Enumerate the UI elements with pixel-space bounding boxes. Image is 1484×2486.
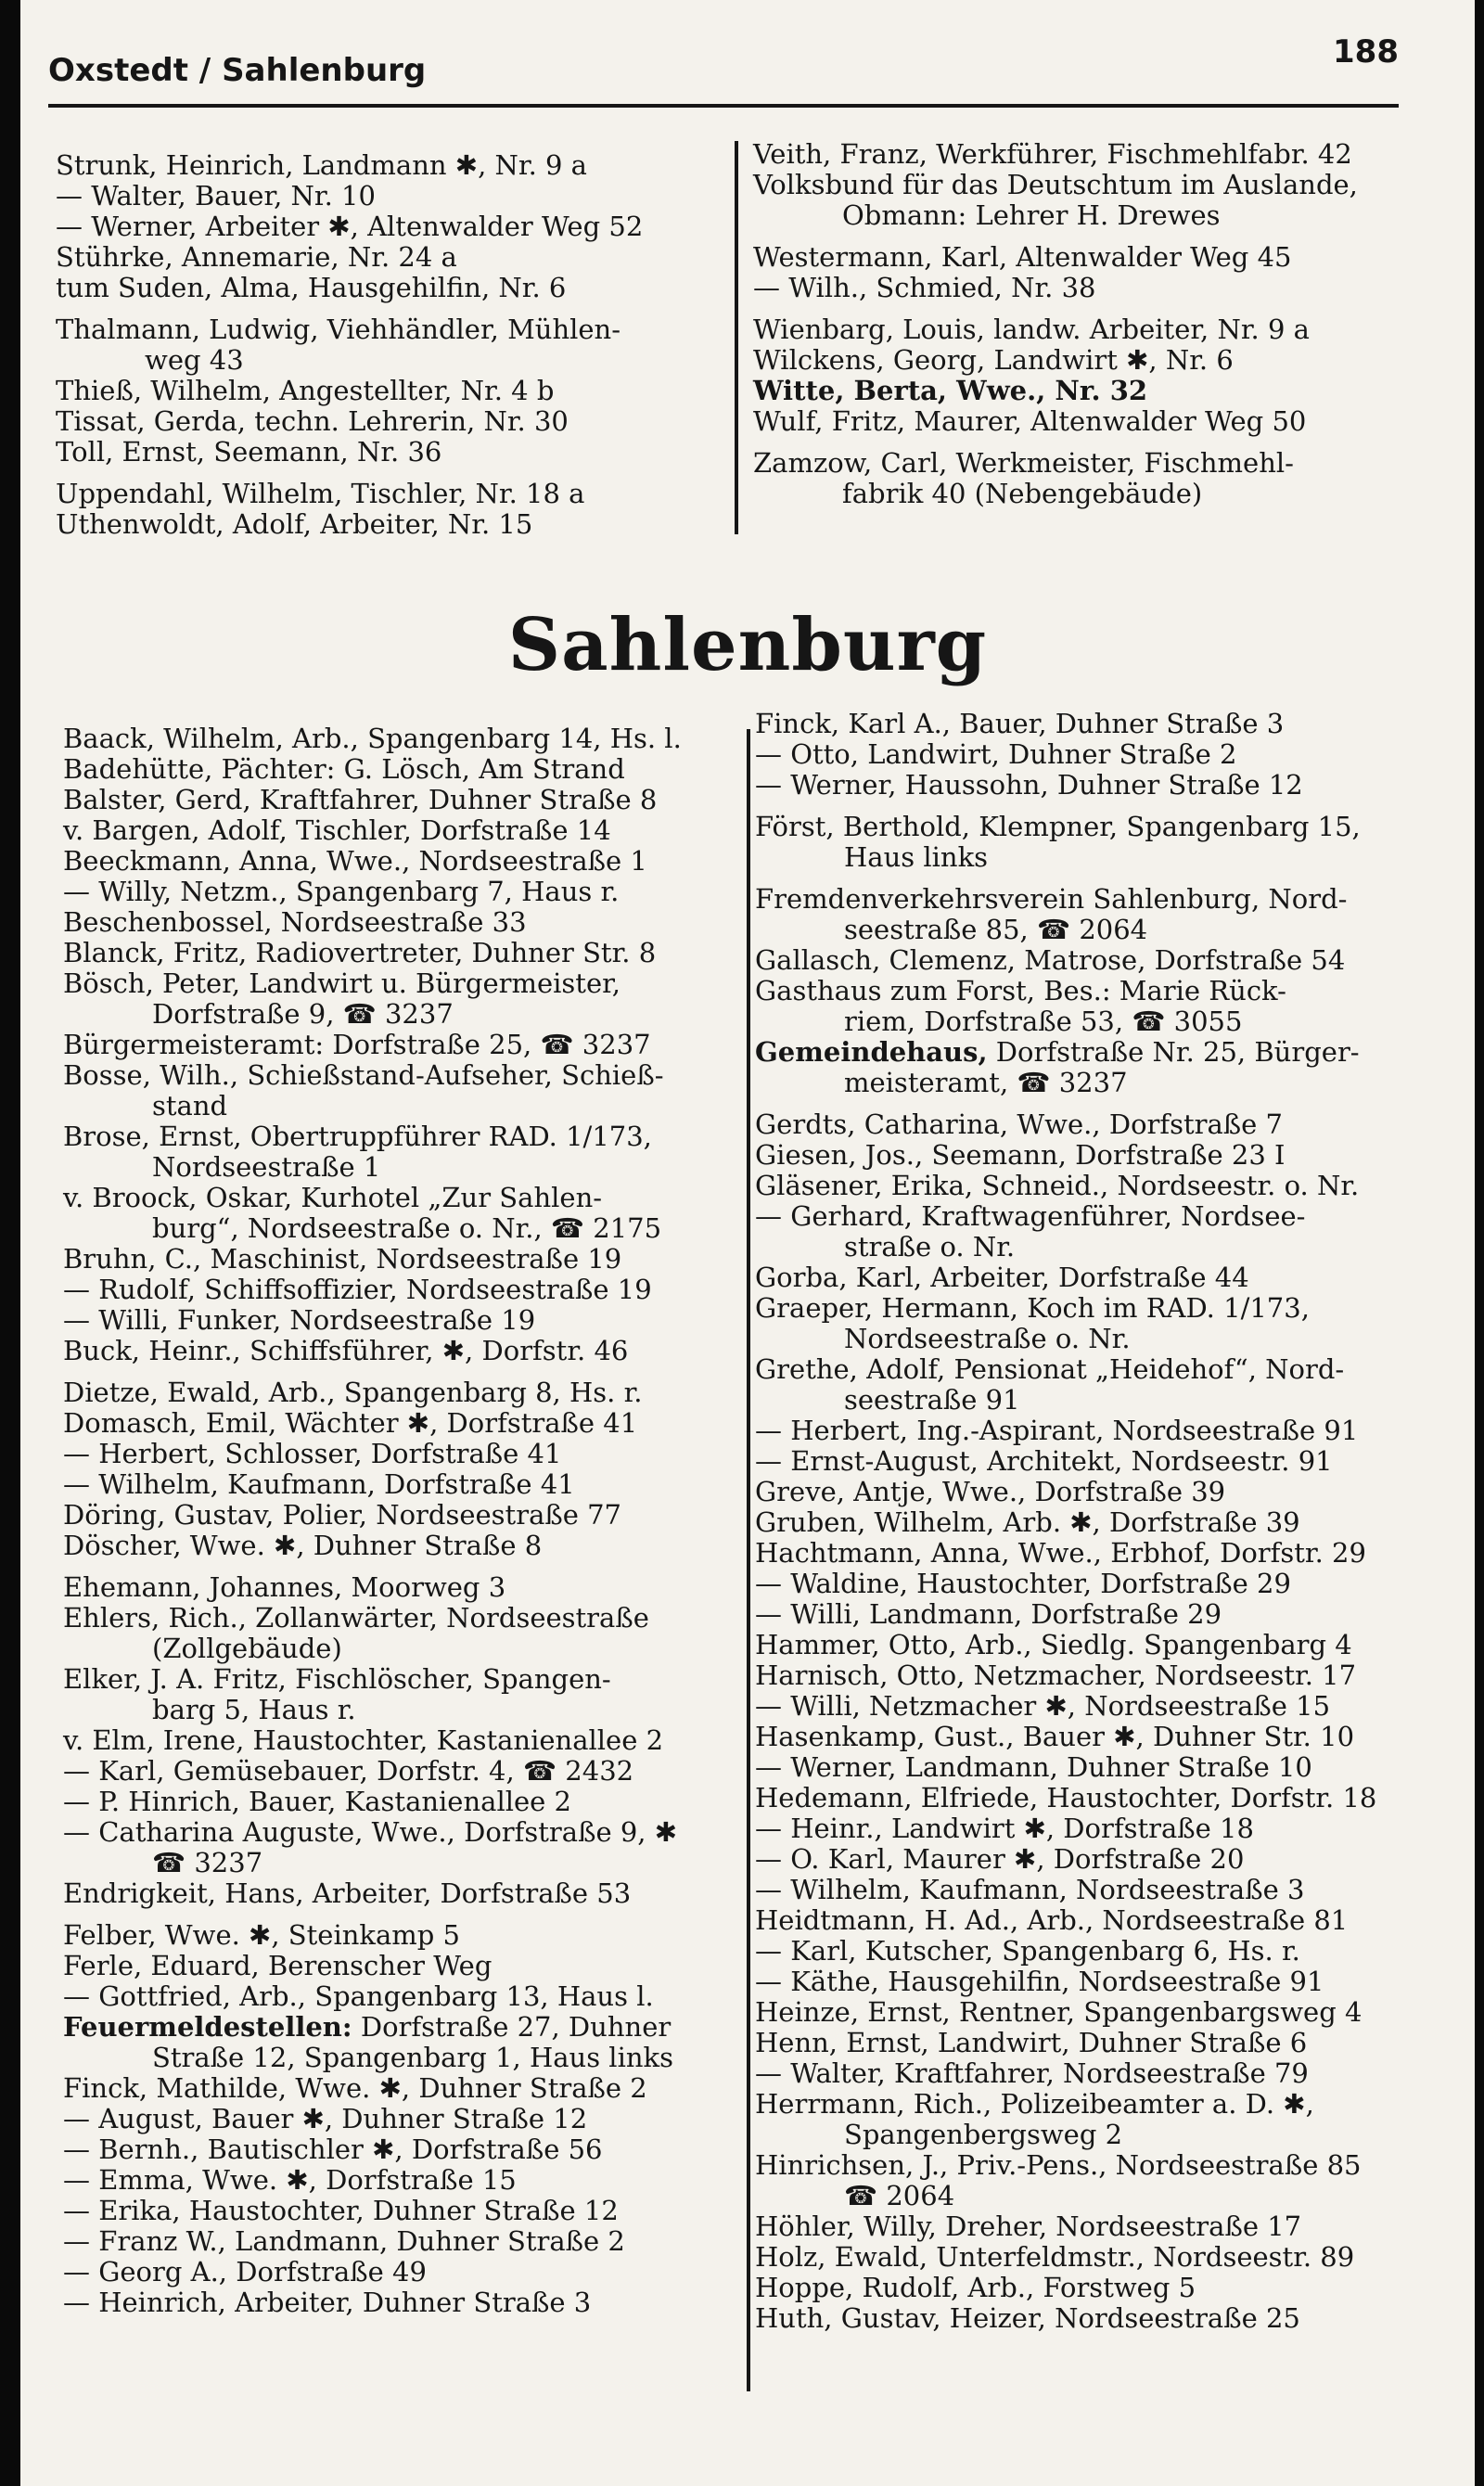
directory-entry: — Willi, Funker, Nordseestraße 19 — [63, 1304, 536, 1336]
directory-entry: — Herbert, Schlosser, Dorfstraße 41 — [63, 1438, 562, 1469]
directory-entry: seestraße 91 — [844, 1384, 1020, 1416]
directory-entry: Beschenbossel, Nordseestraße 33 — [63, 906, 527, 938]
directory-entry: Felber, Wwe. ✱, Steinkamp 5 — [63, 1919, 461, 1951]
sahlenburg-left-column — [63, 724, 754, 2318]
directory-entry: weg 43 — [145, 344, 244, 376]
directory-entry: ☎ 3237 — [152, 1847, 263, 1878]
directory-entry: Giesen, Jos., Seemann, Dorfstraße 23 I — [755, 1139, 1286, 1171]
directory-entry: — P. Hinrich, Bauer, Kastanienallee 2 — [63, 1786, 571, 1817]
directory-entry: — Erika, Haustochter, Duhner Straße 12 — [63, 2195, 619, 2226]
directory-entry: Heinze, Ernst, Rentner, Spangenbargsweg 4 — [755, 1996, 1362, 2028]
directory-entry: fabrik 40 (Nebengebäude) — [842, 478, 1203, 509]
directory-entry: — Emma, Wwe. ✱, Dorfstraße 15 — [63, 2164, 517, 2196]
directory-entry: Feuermeldestellen: Dorfstraße 27, Duhner — [63, 2011, 672, 2043]
directory-entry: Hammer, Otto, Arb., Siedlg. Spangenbarg 4 — [755, 1629, 1352, 1660]
directory-entry: straße o. Nr. — [844, 1231, 1016, 1262]
directory-entry: Graeper, Hermann, Koch im RAD. 1/173, — [755, 1292, 1310, 1324]
directory-entry: Finck, Mathilde, Wwe. ✱, Duhner Straße 2 — [63, 2072, 647, 2104]
directory-entry: — Käthe, Hausgehilfin, Nordseestraße 91 — [755, 1966, 1324, 1997]
directory-entry: Hedemann, Elfriede, Haustochter, Dorfstr. 18 — [755, 1782, 1377, 1813]
directory-entry: — Bernh., Bautischler ✱, Dorfstraße 56 — [63, 2134, 603, 2165]
directory-entry: — Werner, Arbeiter ✱, Altenwalder Weg 52 — [56, 211, 644, 242]
directory-entry: Stührke, Annemarie, Nr. 24 a — [56, 241, 457, 273]
directory-entry: — Heinrich, Arbeiter, Duhner Straße 3 — [63, 2287, 592, 2318]
directory-entry: — Wilhelm, Kaufmann, Dorfstraße 41 — [63, 1468, 575, 1500]
directory-entry: ☎ 2064 — [844, 2180, 955, 2211]
directory-entry: Gemeindehaus, Dorfstraße Nr. 25, Bürger- — [755, 1036, 1360, 1068]
directory-entry: — Willy, Netzm., Spangenbarg 7, Haus r. — [63, 876, 620, 907]
directory-entry: Nordseestraße o. Nr. — [844, 1323, 1131, 1354]
directory-entry: Gruben, Wilhelm, Arb. ✱, Dorfstraße 39 — [755, 1506, 1300, 1538]
directory-entry: Thalmann, Ludwig, Viehhändler, Mühlen- — [56, 314, 621, 345]
directory-entry: Spangenbergsweg 2 — [844, 2119, 1123, 2150]
directory-entry: Blanck, Fritz, Radiovertreter, Duhner Str. 8 — [63, 937, 657, 968]
directory-entry: Finck, Karl A., Bauer, Duhner Straße 3 — [755, 708, 1285, 739]
directory-page — [20, 0, 1475, 2486]
directory-entry: — Otto, Landwirt, Duhner Straße 2 — [755, 738, 1237, 770]
directory-entry: burg“, Nordseestraße o. Nr., ☎ 2175 — [152, 1212, 662, 1244]
directory-entry: Bruhn, C., Maschinist, Nordseestraße 19 — [63, 1243, 622, 1275]
directory-entry: Ferle, Eduard, Berenscher Weg — [63, 1950, 493, 1981]
directory-entry: v. Broock, Oskar, Kurhotel „Zur Sahlen- — [63, 1182, 603, 1213]
directory-entry: Hinrichsen, J., Priv.-Pens., Nordseestraße 85 — [755, 2149, 1362, 2181]
directory-entry: — Heinr., Landwirt ✱, Dorfstraße 18 — [755, 1813, 1254, 1844]
directory-entry: Wienbarg, Louis, landw. Arbeiter, Nr. 9 a — [753, 314, 1310, 345]
directory-entry: Först, Berthold, Klempner, Spangenbarg 15, — [755, 811, 1361, 842]
directory-entry: tum Suden, Alma, Hausgehilfin, Nr. 6 — [56, 272, 567, 303]
directory-entry: Toll, Ernst, Seemann, Nr. 36 — [56, 436, 442, 468]
directory-entry: — Werner, Haussohn, Duhner Straße 12 — [755, 769, 1303, 801]
directory-entry: Balster, Gerd, Kraftfahrer, Duhner Straße 8 — [63, 784, 658, 815]
directory-entry: Döscher, Wwe. ✱, Duhner Straße 8 — [63, 1530, 543, 1561]
directory-entry: Strunk, Heinrich, Landmann ✱, Nr. 9 a — [56, 149, 587, 181]
directory-entry: Hachtmann, Anna, Wwe., Erbhof, Dorfstr. 29 — [755, 1537, 1366, 1569]
directory-entry: Gorba, Karl, Arbeiter, Dorfstraße 44 — [755, 1262, 1249, 1293]
directory-entry: seestraße 85, ☎ 2064 — [844, 914, 1148, 945]
directory-entry: — Wilhelm, Kaufmann, Nordseestraße 3 — [755, 1874, 1305, 1905]
directory-entry: Gallasch, Clemenz, Matrose, Dorfstraße 54 — [755, 944, 1346, 976]
directory-entry: v. Elm, Irene, Haustochter, Kastanienallee 2 — [63, 1724, 664, 1756]
directory-entry: Haus links — [844, 841, 989, 873]
directory-entry: — Ernst-August, Architekt, Nordseestr. 91 — [755, 1445, 1333, 1477]
directory-entry: Baack, Wilhelm, Arb., Spangenbarg 14, Hs. l. — [63, 723, 682, 754]
directory-entry: Westermann, Karl, Altenwalder Weg 45 — [753, 241, 1292, 273]
directory-entry: — Karl, Gemüsebauer, Dorfstr. 4, ☎ 2432 — [63, 1755, 634, 1787]
directory-entry: Wilckens, Georg, Landwirt ✱, Nr. 6 — [753, 344, 1234, 376]
directory-entry: — Walter, Kraftfahrer, Nordseestraße 79 — [755, 2057, 1309, 2089]
directory-entry: Fremdenverkehrsverein Sahlenburg, Nord- — [755, 883, 1348, 915]
directory-entry: — Karl, Kutscher, Spangenbarg 6, Hs. r. — [755, 1935, 1300, 1967]
top-right-column — [753, 139, 1439, 509]
directory-entry: riem, Dorfstraße 53, ☎ 3055 — [844, 1006, 1243, 1037]
directory-entry: — Catharina Auguste, Wwe., Dorfstraße 9, ✱ — [63, 1816, 678, 1848]
directory-entry: — Georg A., Dorfstraße 49 — [63, 2256, 427, 2287]
directory-entry: Gläsener, Erika, Schneid., Nordseestr. o. Nr. — [755, 1170, 1360, 1201]
top-left-column — [56, 150, 723, 540]
directory-entry: Wulf, Fritz, Maurer, Altenwalder Weg 50 — [753, 405, 1307, 437]
directory-entry: Uppendahl, Wilhelm, Tischler, Nr. 18 a — [56, 478, 585, 509]
directory-entry: (Zollgebäude) — [152, 1633, 342, 1664]
section-title: Sahlenburg — [507, 603, 988, 687]
directory-entry: barg 5, Haus r. — [152, 1694, 356, 1725]
directory-entry: — Herbert, Ing.-Aspirant, Nordseestraße 91 — [755, 1415, 1359, 1446]
column-divider-bottom — [747, 729, 750, 2391]
directory-entry: Brose, Ernst, Obertruppführer RAD. 1/173, — [63, 1121, 652, 1152]
directory-entry: meisteramt, ☎ 3237 — [844, 1067, 1128, 1098]
sahlenburg-right-column — [755, 709, 1460, 2334]
directory-entry: — Gerhard, Kraftwagenführer, Nordsee- — [755, 1200, 1306, 1232]
directory-entry: Hasenkamp, Gust., Bauer ✱, Duhner Str. 10 — [755, 1721, 1355, 1752]
page-header — [48, 24, 1399, 100]
directory-entry: Obmann: Lehrer H. Drewes — [842, 199, 1221, 231]
directory-entry: Henn, Ernst, Landwirt, Duhner Straße 6 — [755, 2027, 1308, 2058]
directory-entry: — Walter, Bauer, Nr. 10 — [56, 180, 376, 211]
directory-entry: Straße 12, Spangenbarg 1, Haus links — [152, 2042, 673, 2073]
page-number: 188 — [1333, 33, 1399, 70]
directory-entry: Döring, Gustav, Polier, Nordseestraße 77 — [63, 1499, 622, 1531]
directory-entry: Harnisch, Otto, Netzmacher, Nordseestr. 17 — [755, 1659, 1357, 1691]
directory-entry: Zamzow, Carl, Werkmeister, Fischmehl- — [753, 447, 1294, 479]
directory-entry: Höhler, Willy, Dreher, Nordseestraße 17 — [755, 2210, 1302, 2242]
directory-entry: Witte, Berta, Wwe., Nr. 32 — [753, 375, 1148, 406]
directory-entry: Elker, J. A. Fritz, Fischlöscher, Spangen- — [63, 1663, 611, 1695]
directory-entry: Tissat, Gerda, techn. Lehrerin, Nr. 30 — [56, 405, 569, 437]
directory-entry: Ehemann, Johannes, Moorweg 3 — [63, 1571, 506, 1603]
directory-entry: Hoppe, Rudolf, Arb., Forstweg 5 — [755, 2272, 1196, 2303]
directory-entry: Holz, Ewald, Unterfeldmstr., Nordseestr. 89 — [755, 2241, 1355, 2273]
directory-entry: Nordseestraße 1 — [152, 1151, 381, 1183]
directory-entry: Thieß, Wilhelm, Angestellter, Nr. 4 b — [56, 375, 555, 406]
directory-entry: Grethe, Adolf, Pensionat „Heidehof“, Nord- — [755, 1353, 1345, 1385]
directory-entry: Badehütte, Pächter: G. Lösch, Am Strand — [63, 753, 625, 785]
directory-entry: Dietze, Ewald, Arb., Spangenbarg 8, Hs. r. — [63, 1377, 643, 1408]
directory-entry: Bürgermeisteramt: Dorfstraße 25, ☎ 3237 — [63, 1029, 651, 1060]
directory-entry: — Rudolf, Schiffsoffizier, Nordseestraße 19 — [63, 1274, 652, 1305]
page-title: Oxstedt / Sahlenburg — [48, 52, 427, 89]
header-rule — [48, 104, 1399, 108]
directory-entry: Veith, Franz, Werkführer, Fischmehlfabr. 42 — [753, 138, 1352, 170]
directory-entry: — Wilh., Schmied, Nr. 38 — [753, 272, 1096, 303]
column-divider-top — [735, 141, 738, 534]
directory-entry: — O. Karl, Maurer ✱, Dorfstraße 20 — [755, 1843, 1245, 1875]
directory-entry: — Franz W., Landmann, Duhner Straße 2 — [63, 2225, 625, 2257]
directory-entry: — Waldine, Haustochter, Dorfstraße 29 — [755, 1568, 1291, 1599]
directory-entry: Huth, Gustav, Heizer, Nordseestraße 25 — [755, 2302, 1300, 2334]
directory-entry: Uthenwoldt, Adolf, Arbeiter, Nr. 15 — [56, 508, 533, 540]
directory-entry: Gerdts, Catharina, Wwe., Dorfstraße 7 — [755, 1108, 1284, 1140]
directory-entry: v. Bargen, Adolf, Tischler, Dorfstraße 14 — [63, 814, 611, 846]
directory-entry: Bosse, Wilh., Schießstand-Aufseher, Schieß- — [63, 1059, 664, 1091]
directory-entry: Dorfstraße 9, ☎ 3237 — [152, 998, 454, 1030]
directory-entry: Heidtmann, H. Ad., Arb., Nordseestraße 81 — [755, 1904, 1349, 1936]
directory-entry: Volksbund für das Deutschtum im Auslande, — [753, 169, 1358, 200]
directory-entry: Endrigkeit, Hans, Arbeiter, Dorfstraße 53 — [63, 1877, 632, 1909]
directory-entry: Ehlers, Rich., Zollanwärter, Nordseestraße — [63, 1602, 649, 1634]
directory-entry: Beeckmann, Anna, Wwe., Nordseestraße 1 — [63, 845, 647, 877]
directory-entry: — Gottfried, Arb., Spangenbarg 13, Haus l. — [63, 1980, 654, 2012]
directory-entry: stand — [152, 1090, 228, 1121]
directory-entry: — August, Bauer ✱, Duhner Straße 12 — [63, 2103, 588, 2134]
directory-entry: Herrmann, Rich., Polizeibeamter a. D. ✱, — [755, 2088, 1314, 2120]
directory-entry: — Willi, Netzmacher ✱, Nordseestraße 15 — [755, 1690, 1331, 1722]
directory-entry: — Werner, Landmann, Duhner Straße 10 — [755, 1751, 1312, 1783]
directory-entry: Bösch, Peter, Landwirt u. Bürgermeister, — [63, 967, 621, 999]
directory-entry: Greve, Antje, Wwe., Dorfstraße 39 — [755, 1476, 1226, 1507]
directory-entry: Domasch, Emil, Wächter ✱, Dorfstraße 41 — [63, 1407, 638, 1439]
directory-entry: Buck, Heinr., Schiffsführer, ✱, Dorfstr. 46 — [63, 1335, 629, 1366]
directory-entry: — Willi, Landmann, Dorfstraße 29 — [755, 1598, 1222, 1630]
directory-entry: Gasthaus zum Forst, Bes.: Marie Rück- — [755, 975, 1286, 1006]
